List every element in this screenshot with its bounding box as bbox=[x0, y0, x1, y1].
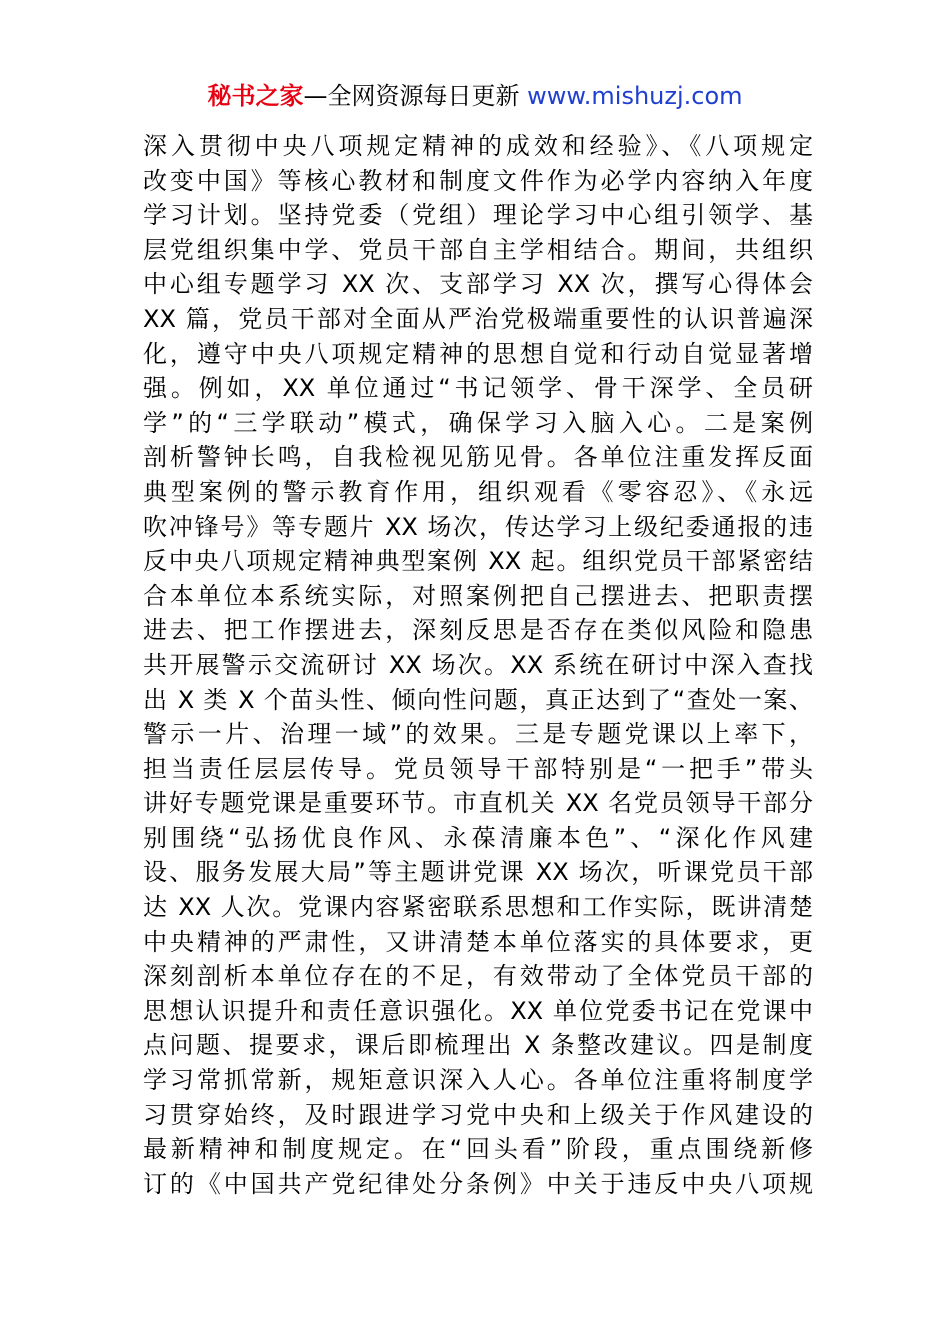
text-line: 学习计划。坚持党委（党组）理论学习中心组引领学、基 bbox=[143, 201, 813, 230]
text-line: 深入贯彻中央八项规定精神的成效和经验》、《八项规定 bbox=[143, 132, 813, 160]
text-line: 最新精神和制度规定。在“回头看”阶段，重点围绕新修 bbox=[143, 1135, 813, 1164]
text-line: 剖析警钟长鸣，自我检视见筋见骨。各单位注重发挥反面 bbox=[143, 443, 813, 472]
text-line: 思想认识提升和责任意识强化。XX 单位党委书记在党课中 bbox=[143, 996, 813, 1025]
text-line: 设、服务发展大局”等主题讲党课 XX 场次，听课党员干部 bbox=[143, 858, 813, 887]
site-header bbox=[0, 80, 950, 112]
text-line: 进去、把工作摆进去，深刻反思是否存在类似风险和隐患 bbox=[143, 616, 813, 645]
text-line: 改变中国》等核心教材和制度文件作为必学内容纳入年度 bbox=[143, 166, 813, 195]
document-body bbox=[143, 129, 813, 1201]
text-line: 强。例如，XX 单位通过“书记领学、骨干深学、全员研 bbox=[143, 374, 813, 403]
text-line: 讲好专题党课是重要环节。市直机关 XX 名党员领导干部分 bbox=[143, 789, 813, 818]
text-line: 典型案例的警示教育作用，组织观看《零容忍》、《永远 bbox=[143, 477, 813, 506]
text-line: 担当责任层层传导。党员领导干部特别是“一把手”带头 bbox=[143, 754, 813, 783]
text-line: 深刻剖析本单位存在的不足，有效带动了全体党员干部的 bbox=[143, 962, 813, 991]
text-line: 学”的“三学联动”模式，确保学习入脑入心。二是案例 bbox=[143, 408, 813, 437]
text-line: 层党组织集中学、党员干部自主学相结合。期间，共组织 bbox=[143, 235, 813, 264]
text-line: 出 X 类 X 个苗头性、倾向性问题，真正达到了“查处一案、 bbox=[143, 685, 813, 714]
text-line: XX 篇，党员干部对全面从严治党极端重要性的认识普遍深 bbox=[143, 304, 813, 333]
text-line: 警示一片、治理一域”的效果。三是专题党课以上率下， bbox=[143, 720, 813, 749]
text-line: 反中央八项规定精神典型案例 XX 起。组织党员干部紧密结 bbox=[143, 547, 813, 576]
text-line: 达 XX 人次。党课内容紧密联系思想和工作实际，既讲清楚 bbox=[143, 893, 813, 922]
text-line: 习贯穿始终，及时跟进学习党中央和上级关于作风建设的 bbox=[143, 1100, 813, 1129]
text-line: 别围绕“弘扬优良作风、永葆清廉本色”、“深化作风建 bbox=[143, 823, 813, 852]
text-line: 中心组专题学习 XX 次、支部学习 XX 次，撰写心得体会 bbox=[143, 270, 813, 299]
text-line: 化，遵守中央八项规定精神的思想自觉和行动自觉显著增 bbox=[143, 339, 813, 368]
site-url-link[interactable]: www.mishuzj.com bbox=[527, 82, 743, 110]
brand-name: 秘书之家 bbox=[207, 82, 304, 110]
text-line: 合本单位本系统实际，对照案例把自己摆进去、把职责摆 bbox=[143, 581, 813, 610]
text-line: 点问题、提要求，课后即梳理出 X 条整改建议。四是制度 bbox=[143, 1031, 813, 1060]
text-line: 订的《中国共产党纪律处分条例》中关于违反中央八项规 bbox=[143, 1169, 813, 1198]
text-line: 共开展警示交流研讨 XX 场次。XX 系统在研讨中深入查找 bbox=[143, 650, 813, 679]
text-line: 吹冲锋号》等专题片 XX 场次，传达学习上级纪委通报的违 bbox=[143, 512, 813, 541]
header-tagline: —全网资源每日更新 bbox=[303, 82, 528, 110]
text-line: 中央精神的严肃性，又讲清楚本单位落实的具体要求，更 bbox=[143, 927, 813, 956]
text-line: 学习常抓常新，规矩意识深入人心。各单位注重将制度学 bbox=[143, 1066, 813, 1095]
